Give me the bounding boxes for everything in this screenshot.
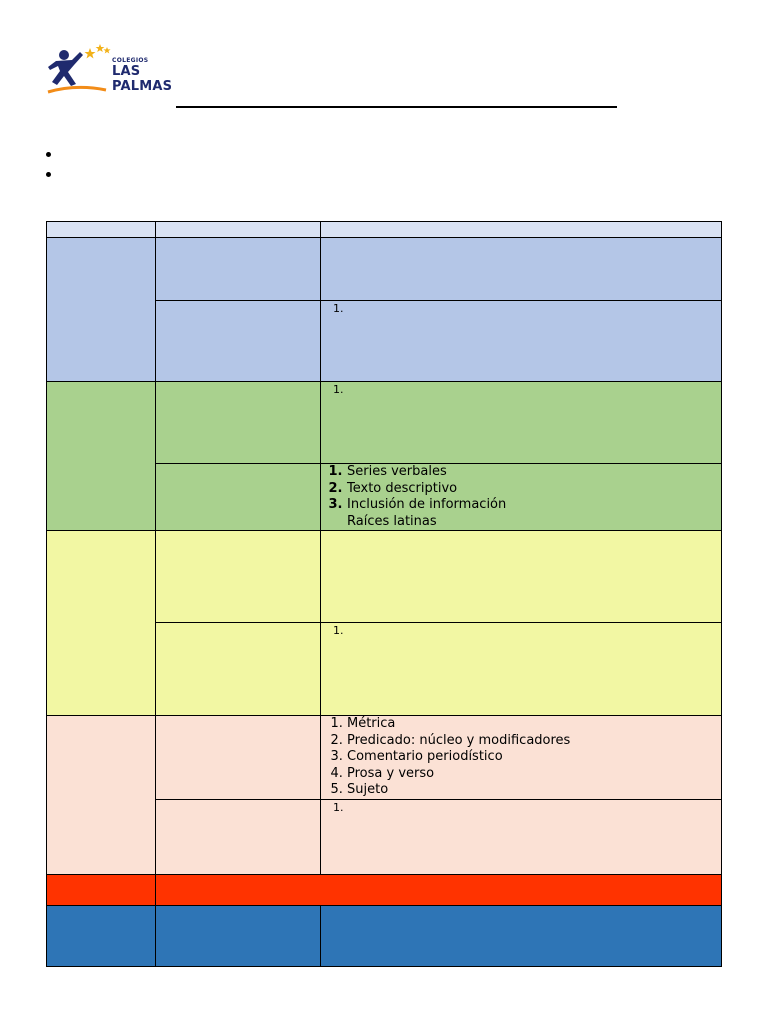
section-3-list bbox=[321, 623, 721, 640]
header-cell bbox=[321, 222, 722, 238]
list-item: 5. Sujeto bbox=[347, 782, 721, 799]
bullet-point bbox=[46, 172, 51, 177]
bullet-point bbox=[46, 152, 51, 157]
logo-name: LAS PALMAS bbox=[112, 64, 173, 94]
footer-mid-cell bbox=[156, 906, 321, 967]
list-item: 3. Inclusión de información bbox=[347, 497, 721, 514]
section-3-row-1-mid bbox=[156, 531, 321, 623]
section-4-list bbox=[321, 800, 721, 817]
section-2-list-a bbox=[321, 382, 721, 399]
section-3-label-cell bbox=[47, 531, 156, 716]
section-1-list bbox=[321, 301, 721, 318]
list-item: 2. Predicado: núcleo y modificadores bbox=[347, 733, 721, 750]
list-item: 2. Texto descriptivo bbox=[347, 481, 721, 498]
header-cell bbox=[156, 222, 321, 238]
list-item bbox=[347, 623, 721, 640]
bullet-list bbox=[46, 152, 51, 192]
section-1-row-1-content bbox=[321, 238, 722, 301]
table-row bbox=[47, 716, 722, 800]
list-item: 4. Prosa y verso bbox=[347, 766, 721, 783]
section-4-label-cell bbox=[47, 716, 156, 875]
list-item: 3. Comentario periodístico bbox=[347, 749, 721, 766]
title-rule bbox=[176, 106, 617, 108]
table-row bbox=[47, 382, 722, 464]
school-logo bbox=[46, 40, 196, 96]
list-item bbox=[347, 382, 721, 399]
content-table bbox=[46, 221, 722, 967]
header-cell bbox=[47, 222, 156, 238]
table-row bbox=[47, 531, 722, 623]
list-continuation: Raíces latinas bbox=[347, 513, 437, 529]
list-item bbox=[347, 301, 721, 318]
section-2-label-cell bbox=[47, 382, 156, 531]
table-band-row bbox=[47, 875, 722, 906]
list-item bbox=[347, 800, 721, 817]
list-item: 1. Métrica bbox=[347, 716, 721, 733]
section-1-row-1-mid bbox=[156, 238, 321, 301]
section-2-row-1-mid bbox=[156, 382, 321, 464]
table-header-row bbox=[47, 222, 722, 238]
section-2-row-1-content bbox=[321, 382, 722, 464]
section-4-topic-list bbox=[321, 716, 721, 799]
section-4-row-2-mid bbox=[156, 800, 321, 875]
section-1-row-2-mid bbox=[156, 301, 321, 382]
section-4-row-1-mid bbox=[156, 716, 321, 800]
table-footer-row bbox=[47, 906, 722, 967]
footer-label-cell bbox=[47, 906, 156, 967]
band-label-cell bbox=[47, 875, 156, 906]
section-1-label-cell bbox=[47, 238, 156, 382]
section-2-row-2-content bbox=[321, 464, 722, 531]
section-3-row-1-content bbox=[321, 531, 722, 623]
section-4-row-2-content bbox=[321, 800, 722, 875]
section-2-topic-list bbox=[321, 464, 721, 514]
section-3-row-2-content bbox=[321, 623, 722, 716]
section-1-row-2-content bbox=[321, 301, 722, 382]
list-item: 1. Series verbales bbox=[347, 464, 721, 481]
section-3-row-2-mid bbox=[156, 623, 321, 716]
band-content-cell bbox=[156, 875, 722, 906]
section-4-row-1-content bbox=[321, 716, 722, 800]
logo-small-text: COLEGIOS bbox=[112, 57, 149, 64]
footer-content-cell bbox=[321, 906, 722, 967]
table-row bbox=[47, 238, 722, 301]
section-2-row-2-mid bbox=[156, 464, 321, 531]
